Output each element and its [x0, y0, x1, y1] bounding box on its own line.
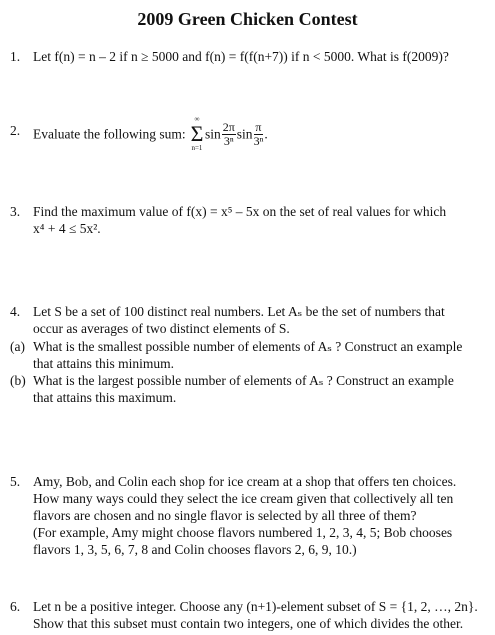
problem-line-4: (For example, Amy might choose flavors numbered 1, 2, 3, 4, 5; Bob chooses: [33, 525, 453, 540]
fraction-2-numerator: π: [255, 120, 262, 134]
fraction-2: [254, 120, 264, 148]
problem-number: 1.: [10, 49, 21, 64]
problem-3: [10, 203, 490, 237]
part-line-1: What is the smallest possible number of elements of Aₛ ? Construct an example: [33, 339, 463, 354]
problem-line-2: occur as averages of two distinct elements of S.: [33, 321, 290, 336]
part-label: (a): [10, 339, 25, 354]
problem-line-2: x⁴ + 4 ≤ 5x².: [33, 221, 101, 236]
summation: [189, 116, 205, 152]
problem-1: [10, 48, 490, 65]
problem-line-2: Show that this subset must contain two integers, one of which divides the other.: [33, 616, 464, 631]
sum-lower-limit: n=1: [191, 144, 203, 152]
problem-line-5: flavors 1, 3, 5, 6, 7, 8 and Colin chooses flavors 2, 6, 9, 10.): [33, 542, 357, 557]
fraction-2-denominator: 3ⁿ: [253, 134, 264, 148]
problem-text: Evaluate the following sum:: [33, 126, 186, 142]
problem-line-2: How many ways could they select the ice cream given that collectively all ten: [33, 491, 454, 506]
page-title: 2009 Green Chicken Contest: [137, 9, 358, 29]
problem-line-1: Let S be a set of 100 distinct real numbers. Let Aₛ be the set of numbers that: [33, 304, 445, 319]
problem-2: [10, 116, 490, 152]
fraction-1: [222, 120, 236, 148]
part-b: [10, 372, 490, 406]
problem-number: 3.: [10, 204, 21, 219]
part-line-2: that attains this minimum.: [33, 356, 174, 371]
sum-end: .: [264, 126, 268, 142]
problem-number: 6.: [10, 599, 21, 614]
sin-2: sin: [236, 126, 253, 142]
problem-6: [10, 598, 490, 632]
sum-upper-limit: ∞: [194, 115, 200, 123]
part-label: (b): [10, 373, 26, 388]
problem-line-1: Find the maximum value of f(x) = x⁵ – 5x on the set of real values for which: [33, 204, 447, 219]
problem-5: [10, 473, 490, 558]
part-a: [10, 338, 490, 372]
part-line-2: that attains this maximum.: [33, 390, 177, 405]
problem-text: Let f(n) = n – 2 if n ≥ 5000 and f(n) = f(f(n+7)) if n < 5000. What is f(2009)?: [33, 49, 449, 64]
sigma-symbol: Σ: [190, 121, 204, 146]
problem-number: 4.: [10, 304, 21, 319]
part-line-1: What is the largest possible number of elements of Aₛ ? Construct an example: [33, 373, 454, 388]
problem-number: 2.: [10, 123, 21, 138]
problem-4: [10, 303, 490, 406]
fraction-1-numerator: 2π: [222, 120, 235, 134]
fraction-1-denominator: 3ⁿ: [223, 134, 234, 148]
problem-line-3: flavors are chosen and no single flavor is selected by all three of them?: [33, 508, 417, 523]
sin-1: sin: [204, 126, 221, 142]
problem-line-1: Let n be a positive integer. Choose any (n+1)-element subset of S = {1, 2, …, 2n}.: [33, 599, 478, 614]
problem-number: 5.: [10, 474, 21, 489]
problem-line-1: Amy, Bob, and Colin each shop for ice cream at a shop that offers ten choices.: [33, 474, 457, 489]
